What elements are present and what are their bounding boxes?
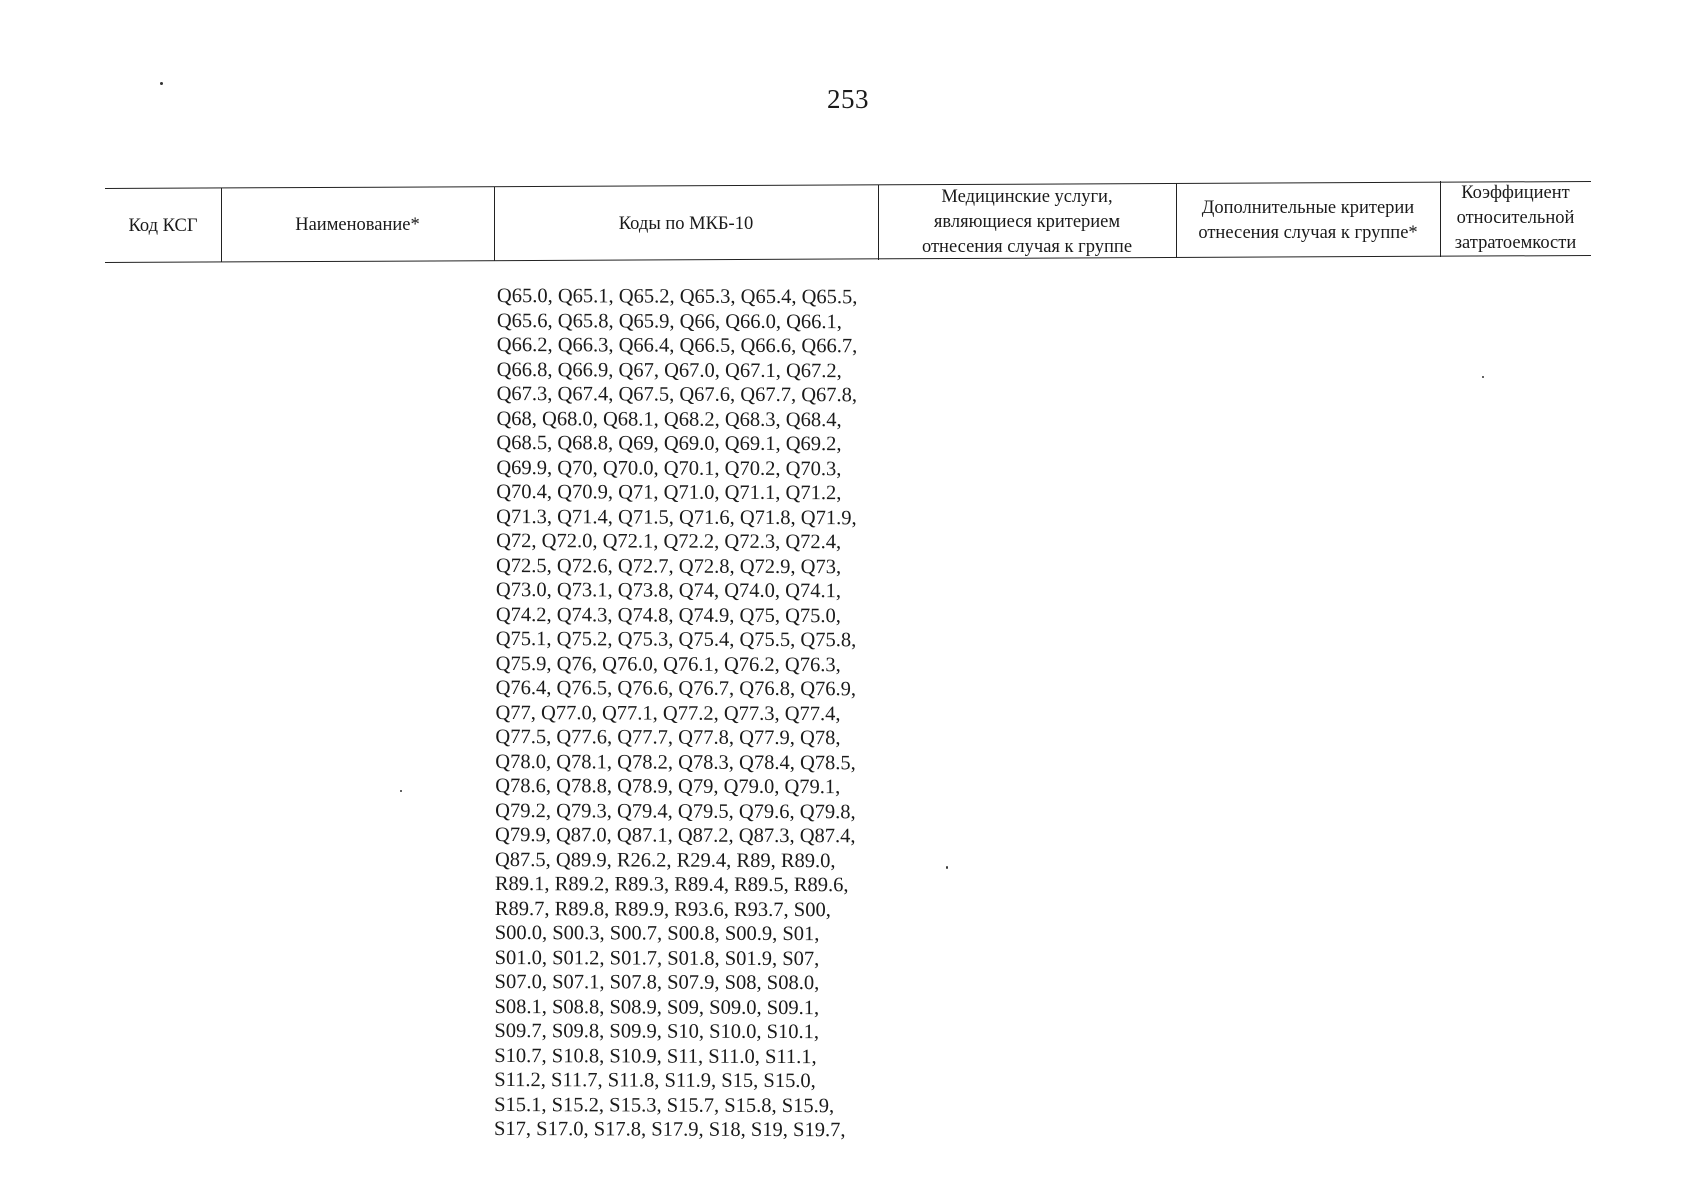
icd10-code-line: Q65.6, Q65.8, Q65.9, Q66, Q66.0, Q66.1,	[496, 309, 842, 333]
icd10-code-line: S00.0, S00.3, S00.7, S00.8, S00.9, S01,	[494, 921, 820, 946]
icd10-code-line: Q72, Q72.0, Q72.1, Q72.2, Q72.3, Q72.4,	[496, 529, 842, 554]
icd10-code-line: Q68.5, Q68.8, Q69, Q69.0, Q69.1, Q69.2,	[496, 431, 842, 456]
scan-speck	[946, 866, 948, 869]
header-ksg-code	[105, 190, 221, 262]
icd10-code-line: Q73.0, Q73.1, Q73.8, Q74, Q74.0, Q74.1,	[495, 578, 842, 603]
icd10-code-line: Q74.2, Q74.3, Q74.8, Q74.9, Q75, Q75.0,	[495, 603, 841, 627]
scan-speck	[1482, 376, 1484, 378]
icd10-code-line: Q77.5, Q77.6, Q77.7, Q77.8, Q77.9, Q78,	[495, 725, 841, 750]
icd10-code-line: Q76.4, Q76.5, Q76.6, Q76.7, Q76.8, Q76.9,	[495, 676, 857, 701]
icd10-code-line: S17, S17.0, S17.8, S17.9, S18, S19, S19.7,	[494, 1117, 846, 1142]
icd10-code-line: Q75.1, Q75.2, Q75.3, Q75.4, Q75.5, Q75.8,	[495, 627, 857, 652]
header-cost-coefficient	[1440, 180, 1591, 257]
icd10-code-line: Q79.9, Q87.0, Q87.1, Q87.2, Q87.3, Q87.4,	[495, 823, 856, 848]
header-text: Код КСГ	[128, 215, 198, 236]
icd10-code-line: Q66.2, Q66.3, Q66.4, Q66.5, Q66.6, Q66.7,	[496, 333, 858, 358]
icd10-code-line: Q69.9, Q70, Q70.0, Q70.1, Q70.2, Q70.3,	[496, 456, 842, 480]
scan-speck	[160, 82, 163, 85]
icd10-code-line: S08.1, S08.8, S08.9, S09, S09.0, S09.1,	[494, 995, 820, 1019]
header-text: Наименование*	[295, 214, 420, 235]
icd10-code-line: S15.1, S15.2, S15.3, S15.7, S15.8, S15.9,	[494, 1093, 835, 1117]
header-text: отнесения случая к группе*	[1198, 222, 1418, 243]
header-additional-criteria	[1176, 183, 1440, 258]
icd10-code-line: Q65.0, Q65.1, Q65.2, Q65.3, Q65.4, Q65.5,	[496, 285, 858, 309]
icd10-code-line: Q78.6, Q78.8, Q78.9, Q79, Q79.0, Q79.1,	[495, 774, 841, 799]
header-text: Медицинские услуги,	[941, 186, 1113, 207]
icd10-code-line: Q87.5, Q89.9, R26.2, R29.4, R89, R89.0,	[494, 848, 836, 872]
icd10-code-line: Q70.4, Q70.9, Q71, Q71.0, Q71.1, Q71.2,	[496, 480, 842, 505]
header-text: являющиеся критерием	[933, 211, 1121, 232]
icd10-code-line: S10.7, S10.8, S10.9, S11, S11.0, S11.1,	[494, 1044, 817, 1068]
icd10-code-line: Q79.2, Q79.3, Q79.4, Q79.5, Q79.6, Q79.8,	[495, 799, 856, 823]
header-icd10-codes	[494, 188, 878, 260]
icd10-code-line: Q75.9, Q76, Q76.0, Q76.1, Q76.2, Q76.3,	[495, 652, 841, 676]
header-text: Коды по МКБ-10	[618, 213, 754, 234]
icd10-code-line: Q72.5, Q72.6, Q72.7, Q72.8, Q72.9, Q73,	[495, 554, 842, 578]
header-medical-services	[878, 184, 1176, 260]
icd10-codes-cell	[494, 284, 897, 1143]
icd10-code-line: R89.7, R89.8, R89.9, R93.6, R93.7, S00,	[494, 897, 831, 921]
header-name	[221, 189, 494, 261]
icd10-code-line: S07.0, S07.1, S07.8, S07.9, S08, S08.0,	[494, 970, 820, 995]
icd10-code-line: Q66.8, Q66.9, Q67, Q67.0, Q67.1, Q67.2,	[496, 358, 842, 382]
header-text: относительной	[1456, 208, 1575, 228]
icd10-code-line: R89.1, R89.2, R89.3, R89.4, R89.5, R89.6,	[494, 872, 849, 897]
icd10-code-line: S01.0, S01.2, S01.7, S01.8, S01.9, S07,	[494, 946, 820, 970]
icd10-code-line: S11.2, S11.7, S11.8, S11.9, S15, S15.0,	[494, 1068, 816, 1093]
icd10-code-line: Q77, Q77.0, Q77.1, Q77.2, Q77.3, Q77.4,	[495, 701, 841, 725]
header-text: Коэффициент	[1461, 183, 1570, 203]
icd10-code-line: Q67.3, Q67.4, Q67.5, Q67.6, Q67.7, Q67.8,	[496, 382, 858, 407]
page-number: 253	[827, 84, 869, 114]
header-text: Дополнительные критерии	[1201, 197, 1415, 218]
header-text: отнесения случая к группе	[921, 236, 1133, 257]
header-text: затратоемкости	[1454, 233, 1577, 253]
icd10-code-line: S09.7, S09.8, S09.9, S10, S10.0, S10.1,	[494, 1019, 820, 1044]
icd10-code-line: Q68, Q68.0, Q68.1, Q68.2, Q68.3, Q68.4,	[496, 407, 842, 431]
scan-speck	[400, 790, 402, 792]
icd10-code-line: Q78.0, Q78.1, Q78.2, Q78.3, Q78.4, Q78.5,	[495, 750, 856, 774]
icd10-code-line: Q71.3, Q71.4, Q71.5, Q71.6, Q71.8, Q71.9,	[496, 505, 857, 529]
